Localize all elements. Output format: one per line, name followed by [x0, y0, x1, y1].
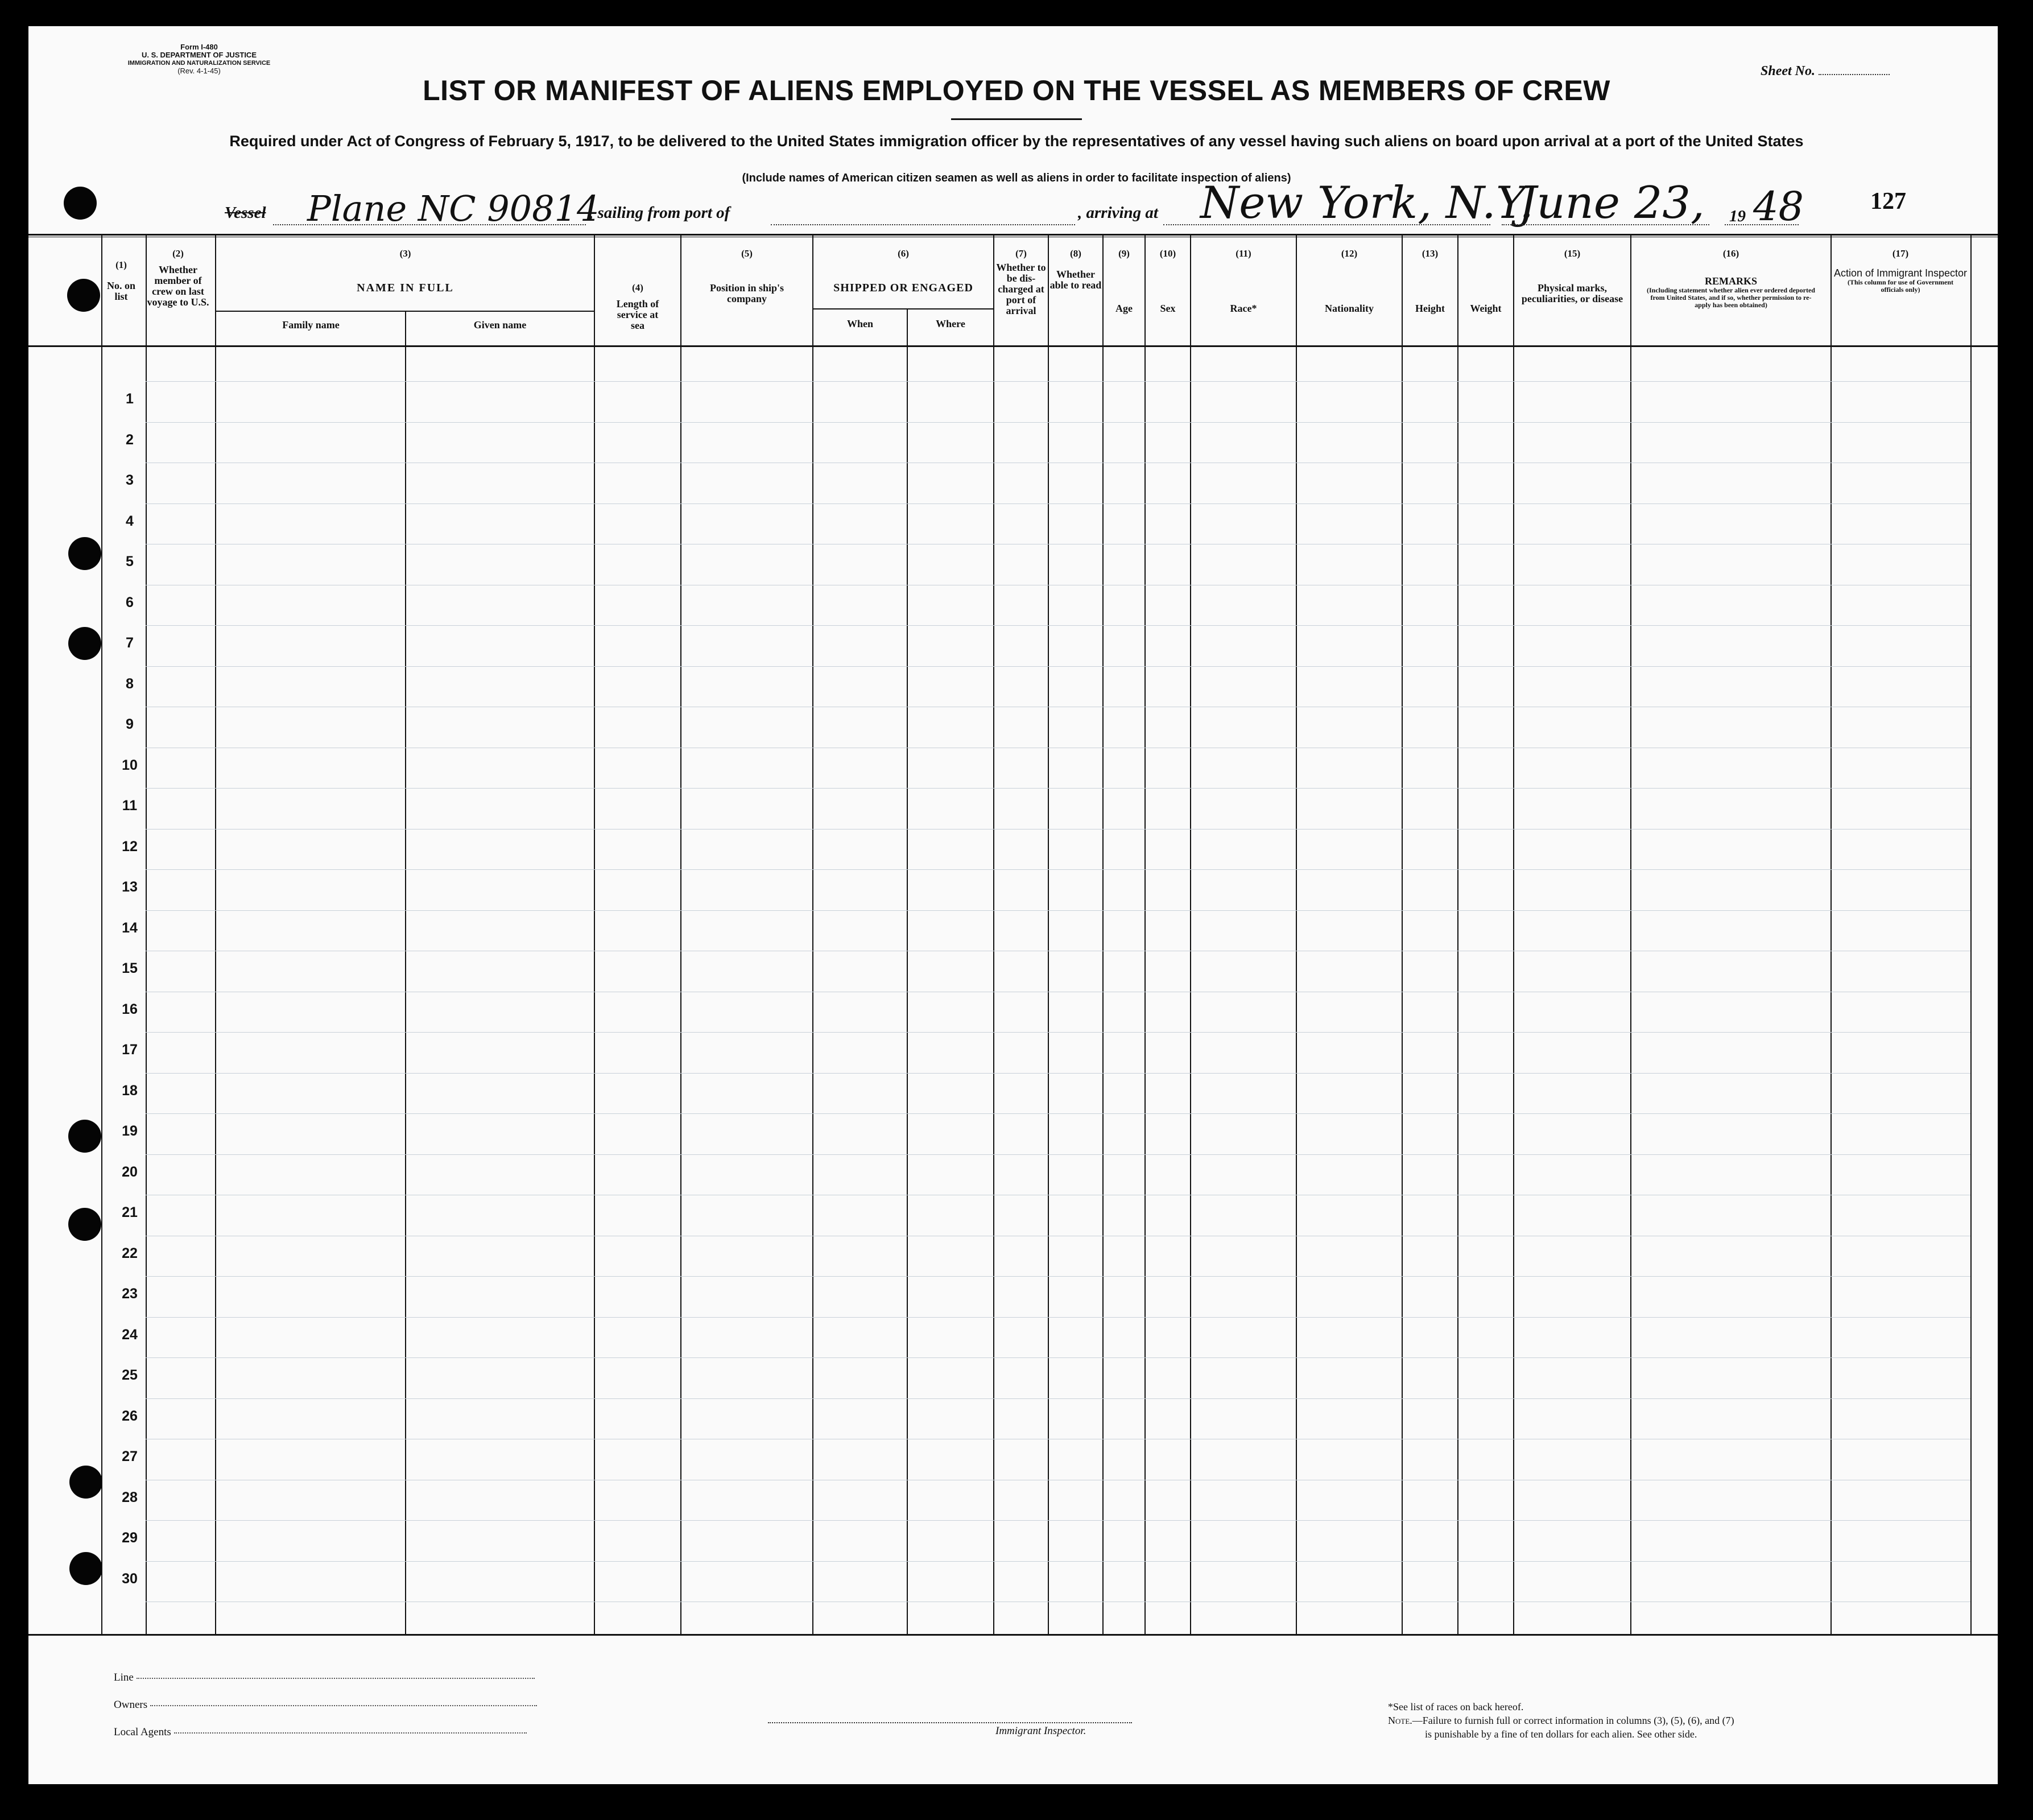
header-subdivider	[812, 308, 993, 309]
row-number: 10	[122, 757, 138, 773]
row-number: 21	[122, 1204, 138, 1220]
col-header-position: (5) Position in ship's company	[709, 248, 784, 304]
ruled-line	[146, 625, 1970, 626]
row-number: 22	[122, 1245, 138, 1261]
ruled-line	[146, 1113, 1970, 1114]
row-number: 25	[122, 1367, 138, 1383]
ruled-line	[146, 1561, 1970, 1562]
punch-hole	[68, 1120, 101, 1153]
ruled-line	[146, 1276, 1970, 1277]
col-header-weight: Weight	[1470, 303, 1502, 314]
form-revision: (Rev. 4-1-45)	[177, 67, 221, 75]
punch-hole	[69, 1552, 102, 1585]
col-header-race: (11) Race*	[1230, 248, 1257, 314]
col-header-able-read: (8) Whether able to read	[1049, 248, 1102, 291]
date-value: June 23,	[1519, 178, 1705, 229]
row-number: 19	[122, 1123, 138, 1139]
ruled-line	[146, 910, 1970, 911]
column-divider	[993, 235, 994, 1634]
column-divider	[1144, 235, 1146, 1634]
col-header-when: When	[846, 318, 873, 329]
row-number: 24	[122, 1326, 138, 1343]
col-header-shipped: (6) SHIPPED OR ENGAGED	[833, 248, 973, 294]
footer-line-label: Line	[114, 1672, 134, 1683]
column-divider	[812, 235, 813, 1634]
footer-note-text: —Failure to furnish full or correct information in columns (3), (5), (6), and (7)	[1412, 1715, 1734, 1726]
ruled-line	[146, 1032, 1970, 1033]
vessel-label: Vessel	[225, 204, 266, 222]
arriving-value: New York, N.Y.	[1200, 178, 1534, 229]
column-divider	[1190, 235, 1191, 1634]
col-header-where: Where	[936, 318, 965, 329]
ruled-line	[146, 1520, 1970, 1521]
footer-note	[1388, 1715, 1734, 1727]
row-number: 23	[122, 1286, 138, 1302]
col-header-no: (1) No. on list	[106, 259, 135, 302]
footer-agents-label: Local Agents	[114, 1726, 171, 1738]
title-underline	[951, 118, 1082, 120]
column-divider	[594, 235, 595, 1634]
column-divider	[146, 235, 147, 1634]
row-number: 28	[122, 1489, 138, 1505]
ruled-line	[146, 1357, 1970, 1358]
page-subtitle: Required under Act of Congress of February 5, 1917, to be delivered to the United States immigration officer by the representatives of any vessel having such aliens on board upon arrival at a port of the United States	[229, 133, 1804, 150]
column-divider	[1630, 235, 1631, 1634]
ruled-line	[146, 381, 1970, 382]
col-header-remarks: (16) REMARKS (Including statement whether alien ever ordered deported from United States, and if so, whether permission to re-apply has been obtained)	[1647, 248, 1815, 309]
row-number: 8	[126, 675, 134, 692]
col-header-crew-member: (2) Whether member of crew on last voyage to U.S.	[147, 248, 209, 308]
punch-hole	[69, 1466, 102, 1499]
row-number: 17	[122, 1042, 138, 1058]
column-divider	[101, 235, 102, 1634]
form-identifier	[80, 43, 319, 75]
column-divider	[1457, 235, 1458, 1634]
form-service: IMMIGRATION AND NATURALIZATION SERVICE	[127, 60, 271, 67]
punch-hole	[68, 1208, 101, 1241]
col-header-discharged: (7) Whether to be dis-charged at port of arrival	[996, 248, 1046, 316]
form-number: Form I-480	[180, 43, 218, 51]
form-department: U. S. DEPARTMENT OF JUSTICE	[142, 51, 257, 59]
row-number: 12	[122, 838, 138, 855]
page-number: 127	[1870, 188, 1906, 214]
ruled-line	[146, 422, 1970, 423]
column-divider	[1102, 235, 1104, 1634]
row-number: 11	[122, 798, 138, 814]
table-top-rule	[28, 234, 1998, 236]
year-value: 48	[1753, 183, 1804, 230]
col-header-sex: (10) Sex	[1159, 248, 1176, 314]
row-number: 2	[126, 431, 134, 448]
row-number: 15	[122, 960, 138, 976]
column-divider	[680, 235, 681, 1634]
row-number: 26	[122, 1408, 138, 1424]
header-subdivider	[215, 311, 594, 312]
row-number: 18	[122, 1082, 138, 1099]
ruled-line	[146, 1317, 1970, 1318]
row-number: 7	[126, 635, 134, 651]
row-number: 1	[126, 391, 134, 407]
punch-hole	[67, 279, 100, 312]
column-divider	[1830, 235, 1832, 1634]
table-bottom-rule	[28, 1634, 1998, 1636]
col-header-length-service: (4) Length of service at sea	[616, 282, 659, 331]
ruled-line	[146, 1154, 1970, 1155]
row-number: 9	[126, 716, 134, 732]
header-subdivider	[405, 311, 406, 1634]
row-number: 14	[122, 919, 138, 936]
ruled-line	[146, 869, 1970, 870]
row-number: 27	[122, 1448, 138, 1464]
col-header-family-name: Family name	[282, 319, 340, 331]
punch-hole	[68, 627, 101, 660]
row-number: 13	[122, 879, 138, 895]
row-number: 30	[122, 1570, 138, 1587]
col-header-nationality: (12) Nationality	[1324, 248, 1374, 314]
header-bottom-rule	[28, 345, 1998, 347]
col-header-inspector-action: (17) Action of Immigrant Inspector (This column for use of Government officials only)	[1833, 248, 1968, 294]
column-divider	[1048, 235, 1049, 1634]
ruled-line	[146, 1073, 1970, 1074]
col-header-name: (3) NAME IN FULL	[357, 248, 454, 294]
col-header-given-name: Given name	[473, 319, 527, 331]
footer-note-text2: is punishable by a fine of ten dollars for each alien. See other side.	[1425, 1728, 1697, 1740]
footer-agents-field	[114, 1726, 527, 1739]
col-header-height: (13) Height	[1415, 248, 1445, 314]
column-divider	[1513, 235, 1514, 1634]
footer-owners-label: Owners	[114, 1699, 148, 1711]
page-instruction: (Include names of American citizen seamen as well as aliens in order to facilitate inspection of aliens)	[742, 172, 1291, 184]
row-number: 20	[122, 1163, 138, 1180]
sheet-number-label: Sheet No.	[1761, 64, 1815, 79]
footer-line-field	[114, 1672, 535, 1684]
footer-race-note: *See list of races on back hereof.	[1388, 1701, 1524, 1712]
sailing-label: , sailing from port of	[589, 204, 730, 222]
col-header-physical-marks: (15) Physical marks, peculiarities, or disease	[1521, 248, 1623, 304]
ruled-line	[146, 788, 1970, 789]
row-number: 5	[126, 554, 134, 569]
page-title: LIST OR MANIFEST OF ALIENS EMPLOYED ON THE VESSEL AS MEMBERS OF CREW	[423, 75, 1610, 106]
row-number: 4	[126, 513, 134, 529]
punch-hole	[68, 537, 101, 570]
ruled-line	[146, 666, 1970, 667]
year-prefix: 19	[1729, 207, 1746, 225]
row-number: 16	[122, 1001, 138, 1017]
footer-inspector-label: Immigrant Inspector.	[995, 1725, 1086, 1737]
ruled-line	[146, 1398, 1970, 1399]
footer-note-label: Note.	[1388, 1715, 1412, 1726]
column-divider	[1970, 235, 1972, 1634]
column-divider	[1296, 235, 1297, 1634]
row-number: 29	[122, 1530, 138, 1546]
vessel-value: Plane NC 90814	[307, 188, 600, 229]
row-number: 6	[126, 594, 134, 610]
header-subdivider	[907, 308, 908, 1634]
arriving-label: , arriving at	[1078, 204, 1158, 222]
footer-owners-field	[114, 1699, 537, 1711]
column-divider	[215, 235, 216, 1634]
row-number: 3	[126, 472, 134, 488]
column-divider	[1402, 235, 1403, 1634]
inspector-signature-line	[768, 1722, 1132, 1723]
col-header-age: (9) Age	[1115, 248, 1133, 314]
